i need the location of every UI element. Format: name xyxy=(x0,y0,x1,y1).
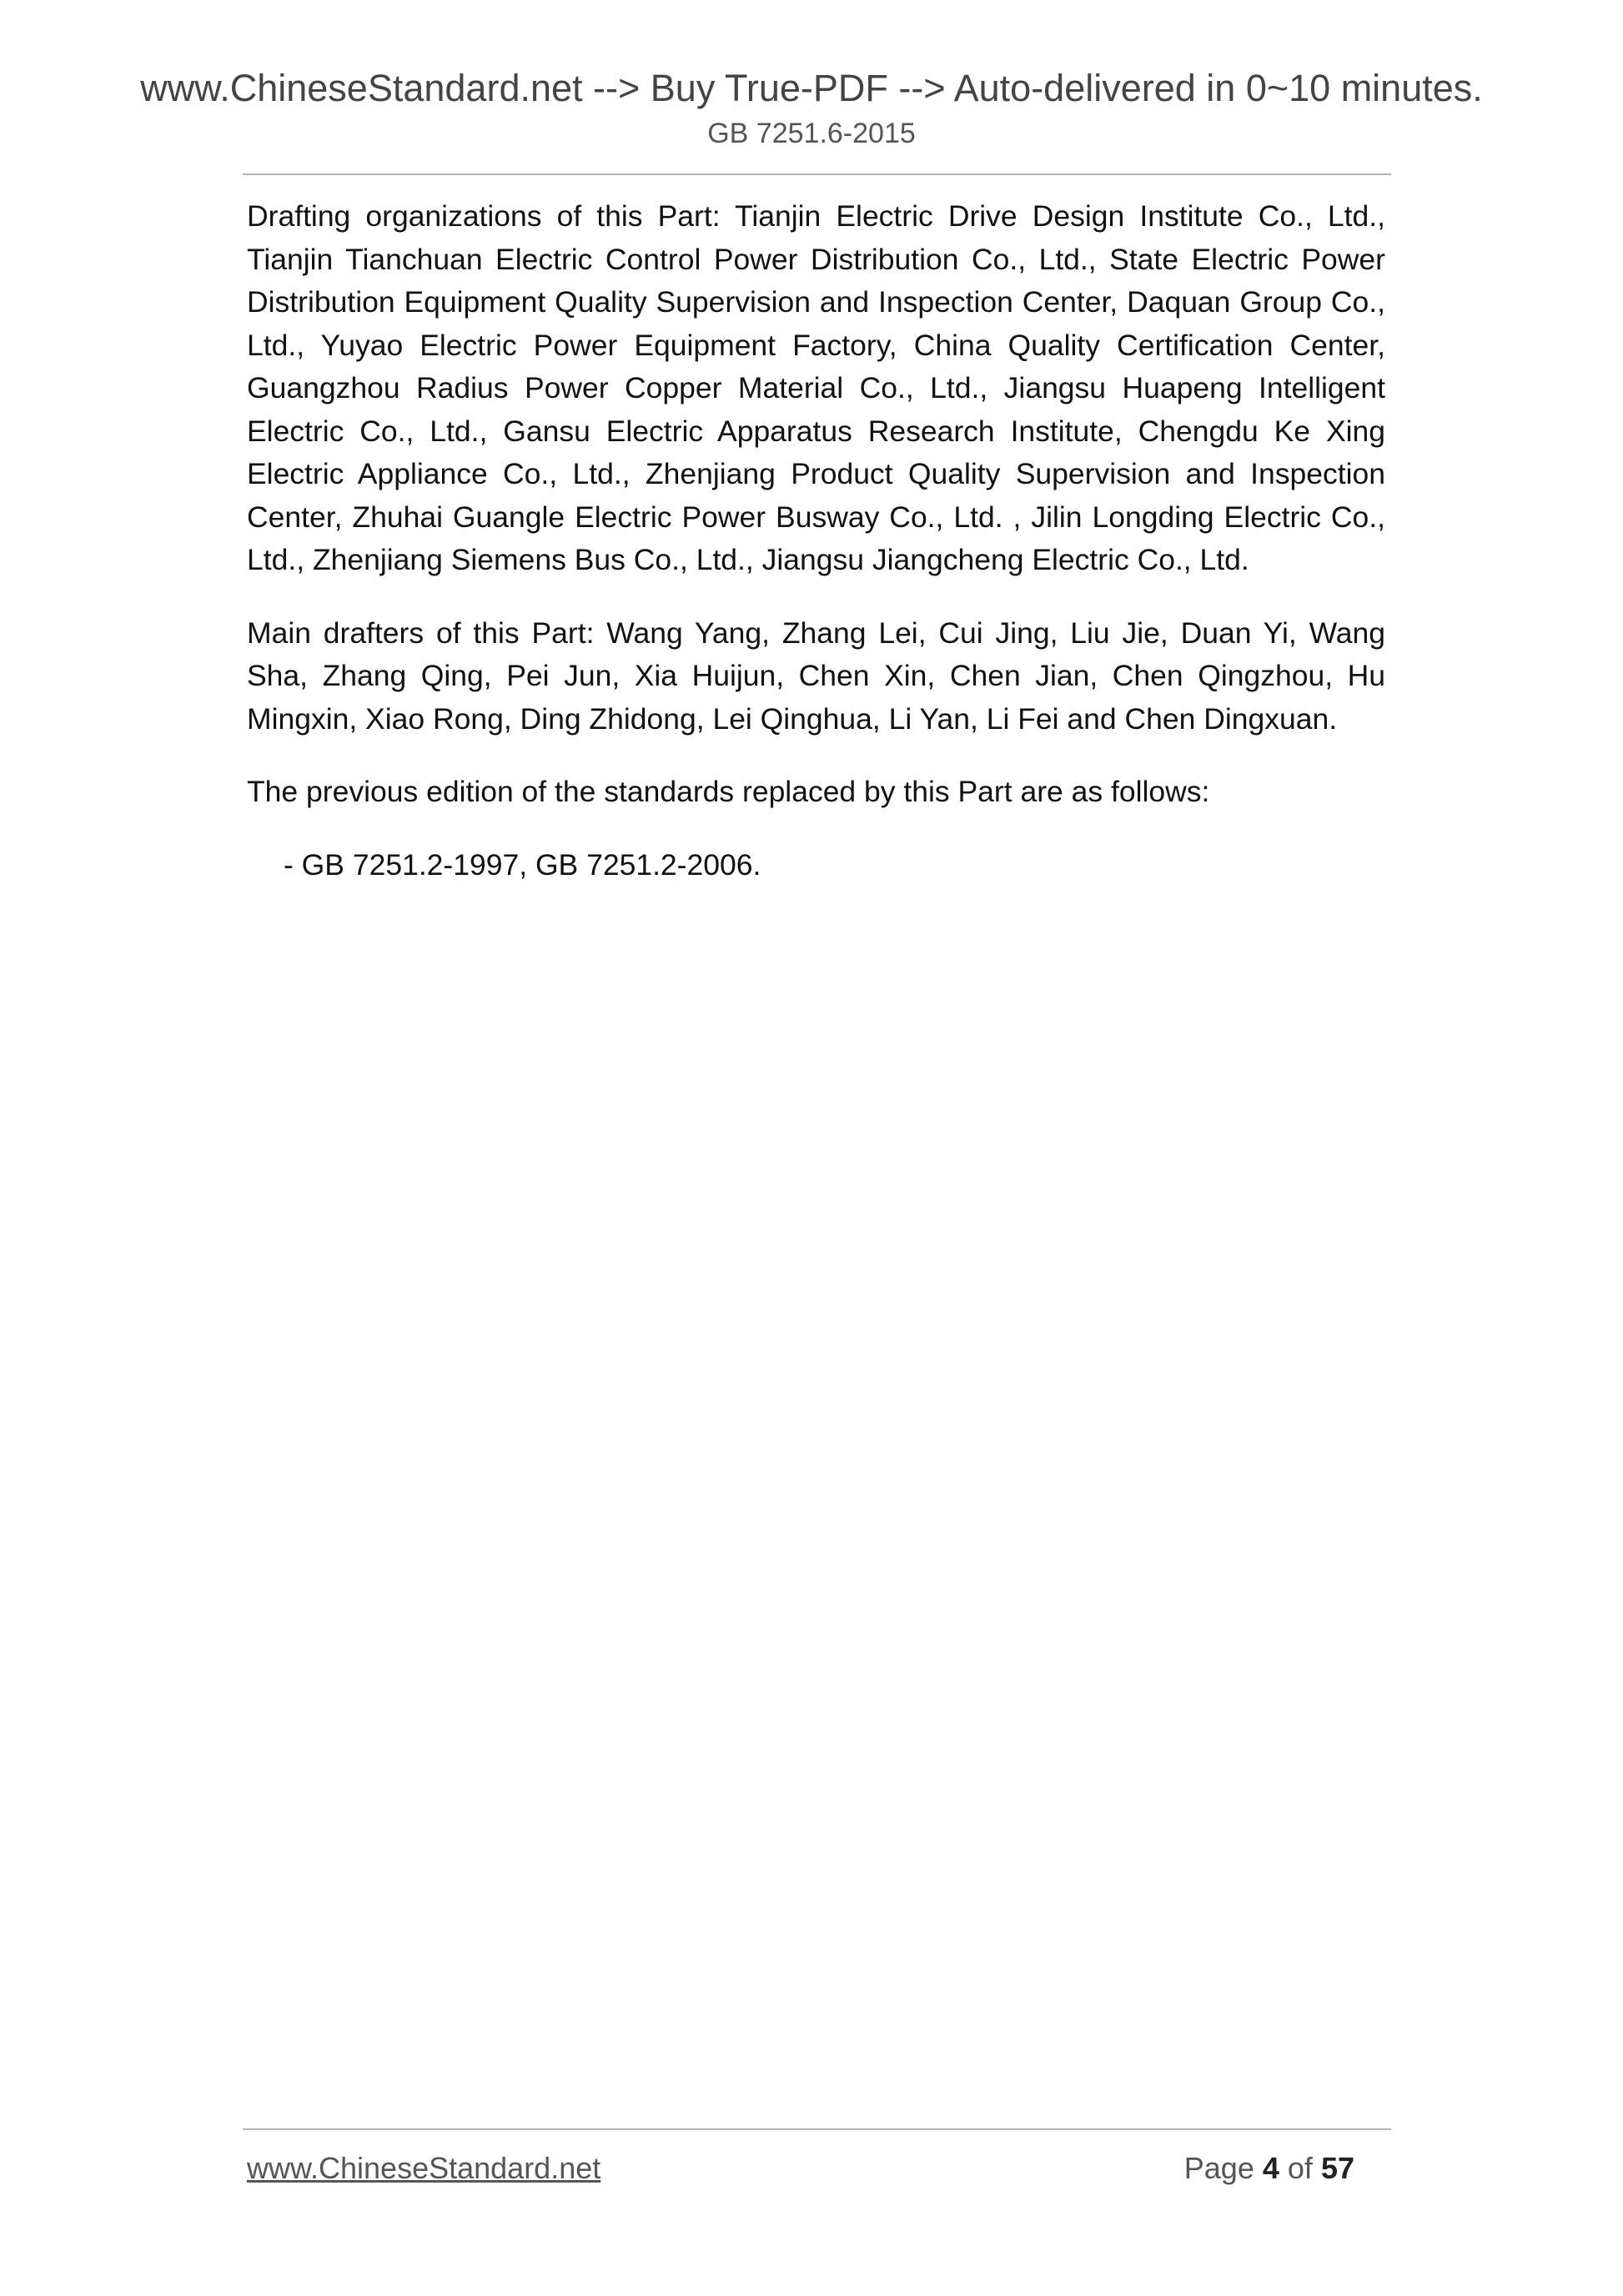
footer-divider xyxy=(243,2128,1391,2130)
standard-code: GB 7251.6-2015 xyxy=(707,118,916,149)
header-banner: www.ChineseStandard.net --> Buy True-PDF --> Auto-delivered in 0~10 minutes. xyxy=(140,67,1483,109)
header-divider xyxy=(243,173,1391,175)
page-of: of xyxy=(1287,2151,1313,2185)
document-body xyxy=(247,195,1385,887)
drafting-organizations-paragraph: Drafting organizations of this Part: Tianjin Electric Drive Design Institute Co., Ltd., Tianjin Tianchuan Electric Control Power Distribution Co., Ltd., State Electric Power Distribution Equipment Quality Supervision and Inspection Center, Daquan Group Co., Ltd., Yuyao Electric Power Equipment Factory, China Quality Certification Center, Guangzhou Radius Power Copper Material Co., Ltd., Jiangsu Huapeng Intelligent Electric Co., Ltd., Gansu Electric Apparatus Research Institute, Chengdu Ke Xing Electric Appliance Co., Ltd., Zhenjiang Product Quality Supervision and Inspection Center, Zhuhai Guangle Electric Power Busway Co., Ltd. , Jilin Longding Electric Co., Ltd., Zhenjiang Siemens Bus Co., Ltd., Jiangsu Jiangcheng Electric Co., Ltd. xyxy=(247,199,1385,576)
page-number xyxy=(1184,2150,1354,2187)
page-current: 4 xyxy=(1262,2151,1279,2185)
previous-editions-list-item: - GB 7251.2-1997, GB 7251.2-2006. xyxy=(284,847,761,882)
page-total: 57 xyxy=(1320,2151,1354,2185)
footer-site-link[interactable]: www.ChineseStandard.net xyxy=(247,2151,601,2185)
page-prefix: Page xyxy=(1183,2151,1254,2185)
main-drafters-paragraph: Main drafters of this Part: Wang Yang, Zhang Lei, Cui Jing, Liu Jie, Duan Yi, Wang Sha, Zhang Qing, Pei Jun, Xia Huijun, Chen Xin, Chen Jian, Chen Qingzhou, Hu Mingxin, Xiao Rong, Ding Zhidong, Lei Qinghua, Li Yan, Li Fei and Chen Dingxuan. xyxy=(247,615,1385,736)
previous-editions-intro: The previous edition of the standards replaced by this Part are as follows: xyxy=(247,775,1210,808)
